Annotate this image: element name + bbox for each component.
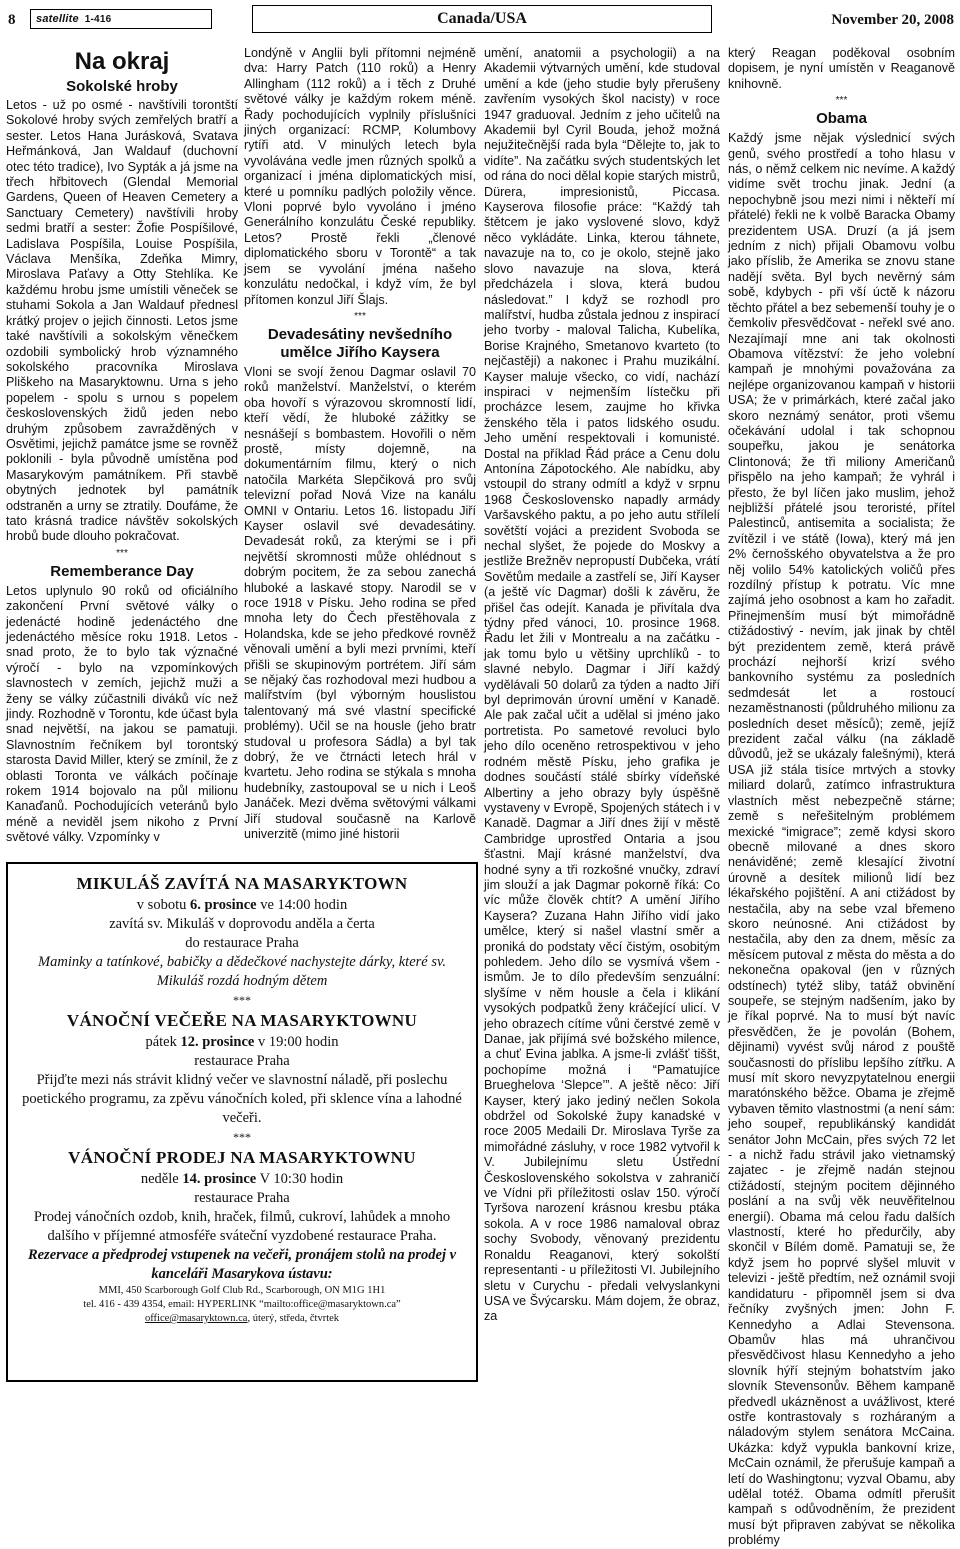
- issue-date: November 20, 2008: [831, 12, 954, 28]
- event-date: 12. prosince: [180, 1034, 255, 1050]
- page-header: [0, 0, 960, 42]
- event-venue: do restaurace Praha: [185, 935, 299, 951]
- event-date-dinner: [16, 1033, 468, 1052]
- column-title: Na okraj: [74, 48, 170, 75]
- publication-logo: [30, 9, 212, 29]
- article-body-kayser-end: který Reagan poděkoval osobním dopisem, je nyní umístěn v Reaganově knihovně.: [728, 46, 955, 91]
- event-date: 14. prosince: [182, 1171, 257, 1187]
- article-heading-kayser: Devadesátiny nevšedního umělce Jiřího Kaysera: [267, 325, 453, 361]
- event-time: V 10:30 hodin: [259, 1171, 344, 1187]
- contact-info: tel. 416 - 439 4354, email: HYPERLINK “mailto:office@masaryktown.ca”: [83, 1299, 401, 1310]
- hours-text: , úterý, středa, čtvrtek: [247, 1313, 340, 1324]
- event-note: Maminky a tatínkové, babičky a dědečkové nachystejte dárky, které sv. Mikuláš rozdá hodným dětem: [38, 954, 446, 989]
- article-body-kayser-cont: umění, anatomii a psychologii) a na Akademii výtvarných umění, kde studoval umění a kde (jeho studie byly přerušeny zavřením vysokých škol nacisty) v roce 1947 graduoval. Jedním z jeho učitelů na Akademii byl Cyril Bouda, jehož možná nejužitečnější rada byla “Dělejte to, jak to vidíte”. Na začátku svých studentských let od rána do noci dělal kopie starých mistrů, Dürera, impresionistů, Piccasa. Kayserova filosofie práce: “Každý tah štětcem je jako vyslovené slovo, když něco vykládáte. Linka, kterou táhnete, navazuje na to, co je okolo, stejně jako slovo navazuje na slova, která předcházela i slova, která budou následovat.” I když se rozhodl pro malířství, hudba zůstala jednou z inspirací jeho tvorby - maloval Talicha, Kubelíka, Borise Krajného, Smetanovo kvarteto (to nejčastěji) a nakonec i Prahu muzikální. Kayser maluje všecko, co vidí, nachází inspiraci v nejmenším lístečku při procházce lesem, zaujme ho křivka ženského těla i patos lidského osudu. Jeho umění respektovali i komunisté. Dostal na příklad Řád práce a Cenu dolu Antonína Zápotockého. Ale nabídku, aby vstoupil do strany odmítl a když v srpnu 1968 Československo napadly armády Varšavského paktu, a po jeho autu střílelí sovětští vojáci a prezident Svoboda se nechal slyšet, že pojede do Moskvy a jestliže Brežněv nepropustí Dubčeka, vrátí Sovětům medaile a zastřelí se, Jiří Kayser (a ještě víc Dagmar) došli k závěru, že přišel čas odejít. Kanada je přivítala dva týdny před vánoci, 10. prosince 1968. Řadu let žili v Montrealu a na začátku - jak tomu bylo u většiny uprchlíků - to slavné nebylo. Dagmar i Jiří každý vydělávali 50 dolarů za týden a nadto Jiří byl deprimován úrovní umění v Kanadě. Ale pak začal učit a udělal si jméno jako portretista. Po sametové revoluci bylo jeho dílo oceněno retrospektivou v jeho rodném městě Písku, jeho grafika je dodnes součástí stálé sbírky vídeňské Albertiny a jeho obrazy byly úspěšně vystaveny v Evropě, Spojených státech i v Kanadě. Dagmar a Jiří dnes žijí v městě Cambridge uprostřed Ontaria a jsou šťastni. Mají krásné manželství, dva hodné syny a tři rozkošné vnučky, zdraví jim slouží a jak Dagmar pokorně říká: Co víc může člověk chtít? A umění Jiřího Kaysera? Zuzana Hahn Jiřího vidí jako umělce, který si našel vlastní směr a proniká do podstaty věcí čistým, osobitým pohledem. Jeho dílo se vysmívá všem -ismům. Je to dílo především senzuální: slyšíme v něm housle a čela i klikání vysokých podpatků ženy kráčející ulicí. V jeho obrazech cítíme vůni čerstvé země v Danae, jak přijímá své božského milence, a chuť Evina jablka. A jsme-li zvlášť tiššt, pochopíme možná i “Pamatujíce Brueghelova ‘Slepce’”. A ještě něco: Jiří Kayser, který jako jediný nečlen Sokola obdržel od Sokolské župy kanadské v roce 2005 Medaili Dr. Miroslava Tyrše za mimořádné zásluhy, v roce 1982 vytvořil k V. Jubilejnímu sletu Ústřední Československého sokolstva v zahraničí ve Vídni při příležitosti oslav 150. výročí Tyršova narození krásnou kresbu ptáka sokola. A v roce 1986 namaloval obraz sochy Svobody, věnovaný prezidentu Ronaldu Reaganovi, který sokolští representanti - u příležitosti VI. Jubilejního sletu v Curychu - předali velvyslankyni USA ve Švýcarsku. Mám dojem, že obraz, za: [484, 46, 720, 1324]
- event-day: neděle: [140, 1171, 179, 1187]
- event-time: ve 14:00 hodin: [260, 897, 348, 913]
- section-title: Canada/USA: [252, 5, 712, 33]
- event-date: 6. prosince: [189, 897, 257, 913]
- article-body-remembrance: Letos uplynulo 90 roků od oficiálního zakončení První světové války o jedenácté hodině jedenáctého dne jedenáctého měsíce roku 1918. Letos - snad proto, že to bylo tak význačné výročí - bylo na vzpomínkových slavnostech v zemích, jejichž muži a ženy se války zúčastnili diváků víc než jindy. Rozhodně v Torontu, kde účast byla snad největší, na jakou se pamatuji. Slavnostním řečníkem byl torontský starosta David Miller, který se zmínil, že z oblasti Toronta ve válkách počínaje rokem 1914 bojovalo na půl milionu Kanaďanů. Pochodujících veteránů bylo méně a neviděl jsem nikoho z První světové války. Vzpomínky v: [6, 583, 238, 845]
- event-day: v sobotu: [136, 897, 187, 913]
- column-1: [6, 46, 238, 846]
- events-announcement-box: [6, 862, 478, 1382]
- reservation-note: Rezervace a předprodej vstupenek na večeři, pronájem stolů na prodej v kanceláři Masarykova ústavu:: [27, 1247, 457, 1282]
- office-hours: [16, 1312, 468, 1326]
- separator: ***: [233, 1130, 251, 1144]
- article-body-sokol: Letos - už po osmé - navštívili torontští Sokolové hroby svých zemřelých bratří a sester. Letos Hana Jurásková, Svatava Heřmánková, Jan Waldauf (duchovní otec této tradice), Ivo Sypták a já jsme na třech hřbitovech (Glendal Memorial Gardens, Queen of Heaven Cemetery a Sanctuary Cemetery) navštívili hroby sedmi bratří a sester: Žofie Pospíšilové, Ladislava Pospíšila, Louise Pospíšila, Václava Menšíka, Zdeňka Mimry, Miroslava Paťavy a Otty Stehlíka. Ke každému hrobu jsme umístili věneček se stuhami Sokola a Jan Waldauf přednesl krátký projev o jejich činnosti. Letos jsme také navštívili a sokolským věnečkem ozdobili symbolický hrob významného sokolského pracovníka Miroslava Pliškeho na Masaryktownu. Urna s jeho popelem - spolu s urnou s popelem československých židů jeden nebo druhým způsobem zavražděných v Osvětimi, jejichž památce jsme se rovněž poklonili - byla původně umístěna pod Masarykovým památníkem. Při stavbě obytných jednotek byl památník odstraněn a urny se ztratily. Doufáme, že tato krásná tradice návštěv sokolských hrobů bude dlouho pokračovat.: [6, 98, 238, 544]
- separator: ***: [233, 993, 251, 1007]
- event-time: v 19:00 hodin: [257, 1034, 339, 1050]
- event-venue: restaurace Praha: [194, 1053, 290, 1069]
- column-2: [244, 46, 476, 846]
- column-3: [484, 46, 720, 1386]
- article-heading-sokol: Sokolské hroby: [66, 78, 178, 95]
- separator: ***: [116, 547, 128, 559]
- article-body-kayser: Vloni se svojí ženou Dagmar oslavil 70 roků manželství. Manželství, o kterém oba hovoří s výrazovou skromností lidí, kteří vědí, že hluboké zážitky se nesnášejí s bombastem. Hovořili o něm prostě, místy dojemně, na dokumentárním filmu, který o nich natočila Markéta Slepčiková pro svůj televizní pořad Nová Vize na kanálu OMNI v Ontariu. Letos 16. listopadu Jiří Kayser oslavil své devadesátiny. Devadesát roků, za kterými se i při největší skromnosti může ohlédnout s dobrým pocitem, že za sebou zanechá hluboké a laskavé stopy. Narodil se v roce 1918 v Písku. Jeho rodina se před mnoha lety do Čech přestěhovala z Holandska, kde se jeho předkové rovněž věnovali umění a byli mezi prvními, kteří přišli se skupinovým portrétem. Jiří sám se nějaký čas rozhodoval mezi hudbou a malířstvím (byl výborným houslistou talentovaný má své vlastní specifické problémy). Učil se na housle (jeho bratr studoval u profesora Sádla) a byl tak dobrý, že ve čtrnácti letech hrál v kvartetu. Jeho rodina se stýkala s mnoha hudebníky, zastoupoval se u nich i Leoš Janáček. Mezi dvěma světovými válkami Jiří studoval současně na Karlově univerzitě (mimo jiné historii: [244, 364, 476, 842]
- event-title-sale: VÁNOČNÍ PRODEJ NA MASARYKTOWNU: [68, 1148, 416, 1167]
- separator: ***: [354, 310, 366, 322]
- separator: ***: [835, 95, 848, 107]
- article-heading-remembrance: Rememberance Day: [50, 562, 194, 580]
- logo-phone: 1-416: [84, 13, 112, 25]
- column-4: [728, 46, 955, 1548]
- event-description: Přijďte mezi nás strávit klidný večer ve slavnostní náladě, při poslechu poetického programu, za zpěvu vánočních koled, při sklence vína a lahodné večeři.: [22, 1072, 462, 1126]
- address: MMI, 450 Scarborough Golf Club Rd., Scarborough, ON M1G 1H1: [98, 1285, 386, 1296]
- event-title-mikulas: MIKULÁŠ ZAVÍTÁ NA MASARYKTOWN: [76, 874, 408, 893]
- email-link[interactable]: office@masaryktown.ca: [144, 1313, 248, 1324]
- event-date-mikulas: [16, 896, 468, 915]
- article-body-remembrance-cont: Londýně v Anglii byli přítomni nejméně dva: Harry Patch (110 roků) a Henry Allingham (112 roků) a i těch z Druhé světové války je každým rokem méně. Řady pochodujících vyplnily příslušníci jiných organizací: RCMP, Kolumbovy rytíři atd. V minulých letech byla vyvolávána vedle jmen různých spolků a organizací i jména diplomatických misí, které u pomníku padlých položily věnce. Vloni poprvé bylo vyvoláno i jméno Generálního konzulátu České republiky. Letos? Prostě řekli „členové diplomatického sboru v Torontě“ a tak jsem se vyvolání jména našeho konzulátu nedočkal, i když vím, že byl přítomen konzul Jiří Šlajs.: [244, 46, 476, 307]
- logo-text: satellite: [36, 13, 79, 25]
- page-number: 8: [8, 12, 16, 28]
- article-body-obama: Každý jsme nějak výslednicí svých genů, svého prostředí a toho hlasu v nás, o němž celkem nic nevíme. A každý vidíme svět trochu jinak. Jední (a nepochybně jsou mezi nimi i někteří mí přátelé) řekli ne k volbě Baracka Obamy prezidentem USA. Druzí (a já jsem jedním z nich) přijali Obamovu volbu jako příslib, že Amerika se znovu stane nadějí světa. Byl bych nevěrný sám sobě, kdybych - při vší úctě k názoru těchto přátel a bez sebemenší touhy je o čemkoliv přesvědčovat - neřekl své ano. Nezajímají mne ani tak okolnosti Obamova vítězství: že jeho volební kampaň je mnohými považována za nejlépe organizovanou kampaň v historii USA; že v primárkách, které začal jako skoro neznámý senátor, proti všemu očekávání udolal i tak schopnou soupeřku, jakou je senátorka Clintonová; že tři miliony Američanů přispělo na jeho kampaň; že vyhrál i přesto, že byl líčen jako muslim, jehož nejbližší přátelé jsou teroristé, přítel Palestinců, antisemita a socialista; že zvítězil i ve státě (Iowa), který má jen 2% černošského obyvatelstva a že pro něj volilo 54% katolických voličů přes rozdílný přístup k potratu. Víc mne zajímá jeho osobnost a kam ho zařadit. Přinejmenším musí být mimořádně ctižádostivý - nevím, jak jinak by chtěl být prezidentem země, která právě prochází nejhorší krizí svého bankovního systému za posledních sedmdesát let a rostoucí nezaměstnanosti (půldruhého milionu za posledních deset měsíců); země, jejíž prezident začal válku (na základě důvodů, jež se ukázaly falešnými), která USA již stála tisíce mrtvých a stovky miliard dolarů, zatímco infrastruktura vlastních měst nebezpečně stárne; země s neřešitelným problémem mexické “imigrace”; země kdysi skoro obecně milované a dnes skoro nenáviděné; země klesající životní úrovně a desítek milionů lidí bez lékařského pojištění. A ani ctižádost by nestačila, aby na sebe vzal břemeno skoro neúnosné. Ani ctižádost by nestačila, aby den za dnem, měsíc za měsícem putoval z města do města a do nekonečna opakoval (jen v různých odstínech) tytéž sliby, tatáž obvinění soupeře, se stejným nadšením, jako by je říkal poprvé. Na to musí být navíc přesvědčen, že je povolán (Bohem, dějinami) vyvést svůj národ z pouště současnosti do příslibu lepšího zítřku. A musí mít skoro nevyzpytatelnou energii maratónského běžce. Obama je zřejmě vybaven těmito vlastnostmi (a není sám: jeho soupeř, republikánský kandidát senátor John McCain, přes svých 72 let - a nichž řadu strávil jako vietnamský zajatec - je zřejmě nadán stejnou ctižádostí, stejným pocitem dějinného poslání a na svůj věk neuvěřitelnou energií). Obama má celou řadu dalších vlastností, které ho předurčily, aby skončil v Bílém domě. Pamatuji se, že když jsem ho poprvé slyšel mluvit v televizi - ještě předtím, než oznámil svoji kandidaturu - připomněl jsem si dva řečníky zvyšných jmen: John F. Kennedyho a Adlai Stevensona. Obamův hlas má uhrančivou přesvědčivost hlasu Kennedyho a jeho slovník hýří stejným bohatstvím jako slovník Stevensonův. Během kampaně předvedl ukázněnost a uvážlivost, které ostře kontrastovaly s rozhárаným a náladovým stylem senátora McCaina. Ukázka: když vypukla bankovní krize, McCain oznámil, že přerušuje kampaň a letí do Washingtonu; vyzval Obamu, aby udělal totéž. Obama odmítl přerušit kampaň s odůvodněním, že prezident musí být připraven zabývat se několika problémy: [728, 131, 955, 1548]
- event-description: Prodej vánočních ozdob, knih, hraček, filmů, cukroví, lahůdek a mnoho dalšího v příjemné atmosféře sváteční vyzdobené restaurace Praha.: [33, 1209, 451, 1244]
- event-title-dinner: VÁNOČNÍ VEČEŘE NA MASARYKTOWNU: [66, 1011, 418, 1030]
- event-venue: restaurace Praha: [194, 1190, 290, 1206]
- article-heading-obama: Obama: [816, 110, 867, 128]
- event-line: zavítá sv. Mikuláš v doprovodu anděla a čerta: [109, 916, 375, 932]
- event-day: pátek: [145, 1034, 177, 1050]
- event-date-sale: [16, 1170, 468, 1189]
